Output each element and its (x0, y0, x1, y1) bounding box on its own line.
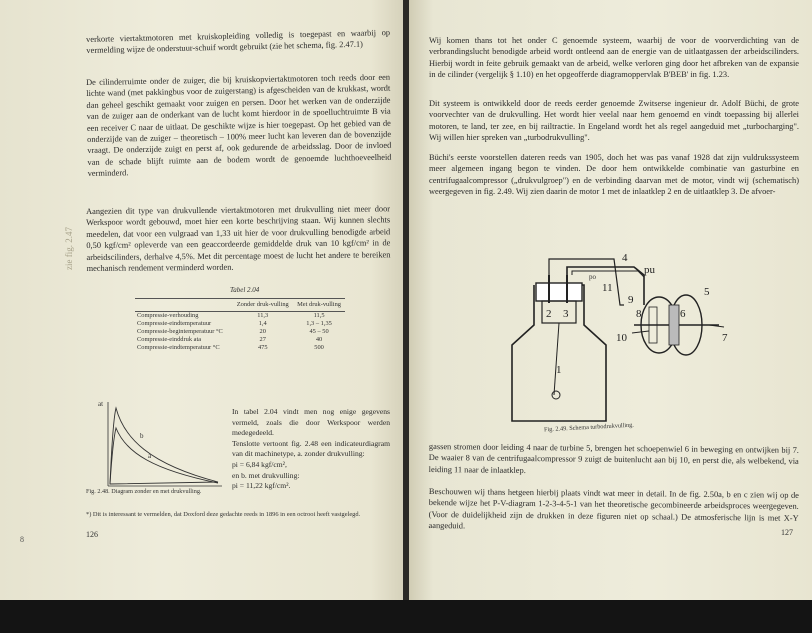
table-row (135, 336, 345, 344)
data-table (135, 298, 345, 352)
air-inlet-arrow (632, 331, 649, 333)
label-4: 4 (622, 252, 628, 264)
crank-pin (552, 391, 560, 399)
table-row (135, 320, 345, 328)
turbocharger-schematic (494, 245, 729, 435)
table-cell: 11,5 (313, 312, 325, 319)
label-8: 8 (636, 308, 642, 320)
right-page (409, 0, 812, 633)
table-cell: 1,3 – 1,35 (306, 320, 332, 327)
table-cell: 11,3 (257, 312, 269, 319)
left-paragraph-1: verkorte viertaktmotoren met kruiskopleiding volledig is toegepast en waarbij op vermelding wijze de onderstuur-schuif wordt gebruikt (zie het schema, fig. 2.47.1) (86, 28, 391, 56)
table-cell: Compressie-einddruk ata (137, 336, 202, 343)
table-header-row (135, 299, 345, 312)
table-cell: Compressie-eindtemperatuur °C (137, 344, 220, 351)
label-po: po (589, 273, 596, 281)
indicator-diagram (94, 398, 224, 498)
left-page (0, 0, 403, 633)
label-2: 2 (546, 308, 552, 320)
curve-a (110, 428, 218, 484)
right-paragraph-2: Dit systeem is ontwikkeld door de reeds eerder genoemde Zwitserse ingenieur dr. Adolf Büchi, de grote voorvechter van de drukvulling. Het wordt hier veelal naar hem genoemd en vindt toepassing bij allerlei motoren, te land, ter zee, en bij railtractie. In Engeland wordt het als regel aangeduid met „turbocharging". Wij willen hier spreken van „turbodrukvulling". (429, 99, 799, 143)
curve-b (110, 408, 218, 484)
footnote: *) Dit is interessant te vermelden, dat Doxford deze gedachte reeds in 1896 in een octrooi heeft vastgelegd. (86, 511, 361, 518)
axis-label: at (98, 400, 104, 408)
turbine-wheel (669, 305, 679, 345)
engine-cylinder (512, 285, 606, 421)
label-5: 5 (704, 286, 710, 298)
table-cell: 500 (314, 344, 324, 351)
label-6: 6 (680, 308, 686, 320)
label-10: 10 (616, 332, 627, 344)
cylinder-head (536, 283, 582, 301)
text-beside-figure: In tabel 2.04 vindt men nog enige gegevens vermeld, zoals die door Werkspoor werden medegedeeld. Tenslotte vertoont fig. 2.48 een indicateurdiagram van dit machinetype, a. zonder drukvulling: pi = 6,84 kgf/cm², en b. met drukvulling: pi = 11,22 kgf/cm². (232, 407, 390, 491)
label-pu: pu (644, 264, 655, 276)
table-cell: 1,4 (258, 320, 267, 327)
right-paragraph-5: Beschouwen wij thans hetgeen hierbij plaats vindt wat meer in detail. In de fig. 2.50a, b en c zien wij op de bekende wijze het P-V-diagram 1-2-3-4-5-1 van het theoretische gecombineerde arbeidsproces weergegeven. (Voor de duidelijkheid zijn de drukken in deze figuren niet op schaal.) De atmosferische lijn is met X-Y aangeduid. (428, 486, 799, 531)
table-row (135, 312, 345, 321)
figure-caption: Fig. 2.49. Schema turbodrukvulling. (543, 421, 635, 434)
table-cell: 475 (257, 344, 268, 351)
table-header: Met druk-vulling (293, 299, 345, 312)
table-header (135, 299, 232, 312)
left-paragraph-3: Aangezien dit type van drukvullende viertaktmotoren met drukvulling niet meer door Werkspoor wordt gebouwd, moet hier een korte beschrijving staan. Wij kunnen slechts meedelen, dat voor een vulgraad van 1,33 uit hier de voor drukvulling benodigde arbeid 0,50 kgf/cm² opleverde van een geaccordeerde gemiddelde druk van 10 kgf/cm² in de arbeidscilinders, derhalve 4,5%. Met dit percentage moest de lucht het andere te bereiken mechanisch rendement verminderd worden. (86, 204, 391, 274)
table-cell: Compressie-begintemperatuur °C (137, 328, 223, 335)
right-paragraph-1: Wij komen thans tot het onder C genoemde systeem, waarbij de voor de voorverdichting van de verbrandingslucht benodigde arbeid wordt ontleend aan de energie van de uitlaatgassen der arbeidscilinders. Hierbij wordt in feite gebruik gemaakt van de arbeid, welke verloren ging door het afbreken van de expansie in de cilinder (vergelijk § 1.10) en het opgeofferde diagramoppervlak B'BEB' in fig. 1.23. (429, 36, 799, 80)
label-3: 3 (563, 308, 569, 320)
table-row (135, 328, 345, 336)
table-header: Zonder druk-vulling (232, 299, 293, 312)
right-paragraph-4: gassen stromen door leiding 4 naar de turbine 5, brengen het schoepenwiel 6 in beweging en ontwijken bij 7. De waaier 8 van de centrifugaalcompressor 9 zuigt de buitenlucht aan bij 10, en perst die, als welbekend, via leiding 11 naar de inlaatklep. (428, 441, 799, 475)
label-7: 7 (722, 332, 728, 344)
left-paragraph-2: De cilinderruimte onder de zuiger, die bij kruiskopviertaktmotoren toch reeds door een lichte wand (met pakkingbus voor de zuigerstang) is afgescheiden van de krukkast, wordt dan geheel geschikt gemaakt voor zuigen en persen. Door het werken van de onderzijde van de zuiger aan de onderkant van de lucht komt hierdoor in de spoelluchtruimte B via een receiver C naar de uitlaat. De geschikte wijze is hier toegepast. Op het gebied van de onderzijde van de zuiger – theoretisch – 100% meer lucht kan leveren dan de bovenzijde vraagt. De onderzijde zuigt en perst af, ook gedurende de arbeidsslag. Door de invloed van de schade blijft ruimte aan de bodem wordt de genoemde luchthoeveelheid verminderd. (86, 72, 392, 179)
connecting-rod (554, 323, 559, 395)
curve-a-label: a (148, 452, 152, 460)
table-row (135, 344, 345, 352)
table-cell: Compressie-verhouding (137, 312, 199, 319)
table-title: Tabel 2.04 (230, 286, 260, 294)
curve-b-label: b (140, 432, 144, 440)
margin-annotation: zie fig. 2.47 (64, 227, 74, 270)
margin-mark: 8 (20, 535, 24, 544)
background-shadow (0, 600, 812, 633)
table-cell: 20 (259, 328, 266, 335)
page-number: 127 (781, 528, 793, 537)
table-cell: Compressie-eindtemperatuur (137, 320, 212, 327)
exhaust-pipe-inner (572, 271, 644, 277)
label-11: 11 (602, 282, 613, 294)
table-cell: 40 (315, 336, 323, 343)
label-1: 1 (556, 364, 562, 376)
label-9: 9 (628, 294, 634, 306)
table-cell: 45 – 50 (309, 328, 329, 335)
figure-caption: Fig. 2.48. Diagram zonder en met drukvulling. (86, 488, 202, 495)
page-number: 126 (86, 530, 98, 539)
table-cell: 27 (259, 336, 266, 343)
right-paragraph-3: Büchi's eerste voorstellen dateren reeds van 1905, doch het was pas vanaf 1928 dat zijn vuldrukssysteem meer algemeen ingang begon te vinden. De door hem ontwikkelde combinatie van gasturbine en centrifugaalcompressor („drukvulgroep") en de verbinding daarvan met de motor, vindt wij (schematisch) weergegeven in fig. 2.49. Wij zien daarin de motor 1 met de inlaatklep 2 en de uitlaatklep 3. De afvoer- (429, 153, 799, 197)
